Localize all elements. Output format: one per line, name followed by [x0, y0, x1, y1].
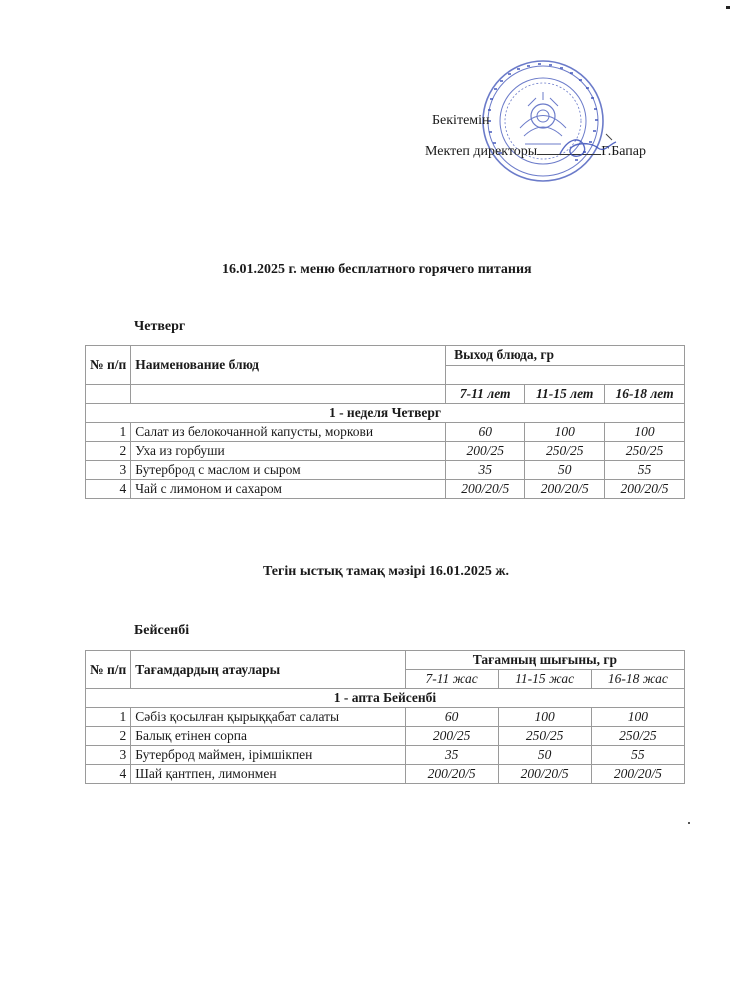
- portion-7-11: 200/20/5: [405, 765, 498, 784]
- age-col-1: 7-11 жас: [405, 670, 498, 689]
- day-label-kz: Бейсенбі: [134, 623, 190, 638]
- dish-name: Салат из белокочанной капусты, моркови: [131, 423, 446, 442]
- portion-11-15: 100: [498, 708, 591, 727]
- age-col-2: 11-15 жас: [498, 670, 591, 689]
- row-num: 1: [86, 708, 131, 727]
- portion-16-18: 100: [605, 423, 685, 442]
- portion-11-15: 250/25: [525, 442, 605, 461]
- portion-11-15: 50: [498, 746, 591, 765]
- row-num: 2: [86, 442, 131, 461]
- day-label-ru: Четверг: [134, 319, 186, 334]
- menu-table-kz: [85, 650, 685, 784]
- approval-caption: Бекітемін: [432, 113, 490, 128]
- portion-16-18: 55: [591, 746, 684, 765]
- header-output: Тағамның шығыны, гр: [405, 651, 684, 670]
- table-row: [86, 423, 685, 442]
- header-name: Тағамдардың атаулары: [131, 651, 406, 689]
- dish-name: Сәбіз қосылған қырыққабат салаты: [131, 708, 406, 727]
- portion-16-18: 55: [605, 461, 685, 480]
- menu-title-kz: Тегін ыстық тамақ мәзірі 16.01.2025 ж.: [263, 564, 509, 579]
- header-num: № п/п: [86, 651, 131, 689]
- age-col-3: 16-18 жас: [591, 670, 684, 689]
- portion-16-18: 200/20/5: [591, 765, 684, 784]
- dish-name: Бутерброд маймен, ірімшікпен: [131, 746, 406, 765]
- portion-7-11: 60: [405, 708, 498, 727]
- table-row: [86, 708, 685, 727]
- portion-7-11: 200/20/5: [446, 480, 525, 499]
- dish-name: Шай қантпен, лимонмен: [131, 765, 406, 784]
- menu-table-ru: [85, 345, 685, 499]
- portion-11-15: 200/20/5: [498, 765, 591, 784]
- portion-7-11: 35: [405, 746, 498, 765]
- table-row: [86, 442, 685, 461]
- week-label: 1 - апта Бейсенбі: [86, 689, 685, 708]
- row-num: 4: [86, 765, 131, 784]
- portion-16-18: 100: [591, 708, 684, 727]
- week-label: 1 - неделя Четверг: [86, 404, 685, 423]
- table-row: [86, 765, 685, 784]
- scan-speck: [726, 6, 730, 9]
- director-name: Г.Бапар: [601, 144, 647, 159]
- row-num: 3: [86, 461, 131, 480]
- header-output: Выход блюда, гр: [446, 346, 685, 366]
- portion-11-15: 250/25: [498, 727, 591, 746]
- portion-7-11: 60: [446, 423, 525, 442]
- table-header-row: [86, 346, 685, 366]
- table-header-row: [86, 651, 685, 670]
- portion-11-15: 100: [525, 423, 605, 442]
- dish-name: Балық етінен сорпа: [131, 727, 406, 746]
- row-num: 3: [86, 746, 131, 765]
- portion-7-11: 200/25: [446, 442, 525, 461]
- row-num: 2: [86, 727, 131, 746]
- table-row: [86, 480, 685, 499]
- scan-speck: [688, 822, 690, 824]
- menu-title-ru: 16.01.2025 г. меню бесплатного горячего питания: [222, 262, 532, 277]
- director-label: Мектеп директоры: [425, 144, 538, 159]
- dish-name: Уха из горбуши: [131, 442, 446, 461]
- portion-16-18: 200/20/5: [605, 480, 685, 499]
- handwritten-signature: [554, 130, 626, 164]
- table-row: [86, 746, 685, 765]
- portion-11-15: 50: [525, 461, 605, 480]
- table-row: [86, 727, 685, 746]
- row-num: 4: [86, 480, 131, 499]
- table-age-row: [86, 385, 685, 404]
- portion-16-18: 250/25: [591, 727, 684, 746]
- age-col-1: 7-11 лет: [446, 385, 525, 404]
- school-seal-stamp: [480, 58, 606, 184]
- week-row: [86, 404, 685, 423]
- row-num: 1: [86, 423, 131, 442]
- portion-7-11: 200/25: [405, 727, 498, 746]
- header-name: Наименование блюд: [131, 346, 446, 385]
- header-num: № п/п: [86, 346, 131, 385]
- age-col-2: 11-15 лет: [525, 385, 605, 404]
- dish-name: Бутерброд с маслом и сыром: [131, 461, 446, 480]
- table-row: [86, 461, 685, 480]
- dish-name: Чай с лимоном и сахаром: [131, 480, 446, 499]
- age-col-3: 16-18 лет: [605, 385, 685, 404]
- portion-7-11: 35: [446, 461, 525, 480]
- portion-16-18: 250/25: [605, 442, 685, 461]
- week-row: [86, 689, 685, 708]
- portion-11-15: 200/20/5: [525, 480, 605, 499]
